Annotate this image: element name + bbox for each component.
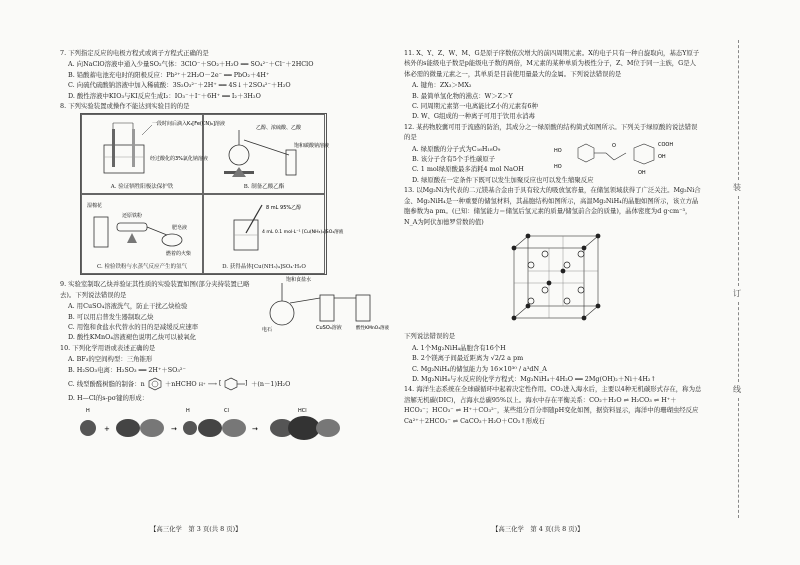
q10-option-a: A. BF₃的空间构型：三角锥形 [68,355,153,364]
q10-option-d: D. H—Cl的s-pσ键的形成： [68,394,149,403]
q12-option-b: B. 该分子含有5个手性碳原子 [412,155,496,164]
q13-c-fraction: 16×10³⁰ / a³dN_A [490,364,547,373]
apparatus-d-label-2: 4 mL 0.1 mol·L⁻¹ [Cu(NH₃)₄]SO₄溶液 [262,230,344,236]
apparatus-d-icon [204,195,344,265]
q13-option-a: A. 1个Mg₂NiH₄晶胞含有16个H [412,343,506,352]
q9-option-c: C. 用饱和食盐水代替水的目的是减缓反应速率 [68,323,199,332]
q7-option-d: D. 酸性溶液中KIO₃与KI反应生成I₂：IO₃⁻＋I⁻＋6H⁺ ══ I₂＋3H₂O [68,91,261,100]
q10-option-c [68,375,398,393]
binding-line-lower [738,302,739,382]
structure-label-ho-1: HO [554,147,562,154]
left-column [60,48,398,447]
question-11-stem: 11. X、Y、Z、W、M、G是原子序数依次增大的前四周期元素。X的电子只有一种自旋取向，基态Y原子核外的s能级电子数是p能级电子数的两倍，M元素的某种单质为极性分子，Z、M位于同一主族，G是人体必需的微量元素之一，其单质是目前使用量最大的金属。下列说法错误的是 [404,49,700,78]
phenol-ring-icon [147,376,163,392]
question-9-block [60,279,398,342]
q12-option-a: A. 绿原酸的分子式为C₁₆H₁₈O₉ [412,144,501,153]
question-14-stem: 14. 海洋生态系统在全球碳循环中起着决定性作用。CO₂进入海水后，主要以4种无机碳形式存在，称为总溶解无机碳(DIC)，占海水总碳95%以上。海水中存在平衡关系：CO₂＋H₂O ⇌ H₂CO₃ ⇌ H⁺＋HCO₃⁻；HCO₃⁻ ⇌ H⁺＋CO₃²⁻，某些组分百分率随pH变化如图，据资料显示，海洋中的珊瑚虫经反应Ca²⁺＋2HCO₃⁻ ⇌ CaCO₃＋H₂O＋CO₂↑形成石 [404,385,702,425]
acetylene-label-4: 酸性KMnO₄溶液 [356,326,390,332]
binding-line-mid [738,196,739,286]
acetylene-apparatus-icon [260,273,390,335]
q13-option-d: D. Mg₂NiH₄与水反应的化学方程式：Mg₂NiH₄＋4H₂O ══ 2Mg(OH)₂＋Ni＋4H₂↑ [412,374,656,383]
structure-label-oh-1: OH [658,153,666,160]
question-13-sub: 下列说法错误的是 [404,332,456,341]
question-9-stem: 9. 实验室制取乙炔并验证其性质的实验装置如图(部分夹持装置已略去)。下列说法错误的是 [60,280,250,299]
q11-option-d: D. W、G组成的一种离子可用于饮用水消毒 [412,112,535,121]
orbital-overlap-icon [76,404,356,444]
structure-label-cooh: COOH [658,141,674,148]
q13-option-c [412,364,702,374]
q13-c-text: C. Mg₂NiH₄的储氢能力为 [412,364,489,373]
left-page-footer: 【高三化学 第 3 页(共 8 页)】 [150,525,242,533]
reaction-arrow-icon: ⟶ [207,380,217,389]
orbital-label-cl: Cl [224,407,229,414]
apparatus-a-icon [82,115,226,185]
apparatus-a-label-2: 经过酸化的3%氯化钠溶液 [150,156,208,163]
apparatus-c-label-3: 肥皂液 [172,225,188,232]
question-7-stem: 7. 下列指定反应的电极方程式或离子方程式正确的是 [60,49,209,57]
apparatus-a-label-1: 一段时间后滴入K₃[Fe(CN)₆]溶液 [152,121,226,128]
experiment-d-caption: D. 获得晶体[Cu(NH₃)₄]SO₄·H₂O [222,264,306,271]
experiment-c-caption: C. 检验铁粉与水蒸气反应产生的氢气 [96,264,187,271]
right-page-footer: 【高三化学 第 4 页(共 8 页)】 [492,525,584,533]
acetylene-label-1: 饱和食盐水 [286,277,312,284]
q12-option-c: C. 1 mol绿原酸最多消耗4 mol NaOH [412,165,524,174]
q10-c-text: C. 线型酚醛树脂的制备：n [68,380,145,389]
question-12-options [404,141,702,186]
question-12-stem: 12. 某药物胶囊可用于流感的防治，其成分之一绿原酸的结构简式如图所示。下列关于绿原酸的说法错误的是 [404,122,698,142]
q7-option-c: C. 向硫代硫酸钠溶液中加入稀硫酸：3S₂O₃²⁻＋2H⁺ ══ 4S↓＋2SO₄²⁻＋H₂O [68,81,291,90]
phenolic-resin-icon [219,376,249,392]
apparatus-c-label-4: 燃着的火柴 [166,251,192,258]
question-13-stem: 13. 以Mg₂Ni为代表的二元镁基合金由于具有较大的吸放氢容量，在储氢领域获得了广泛关注。Mg₂Ni合金、Mg₂NiH₄是一种重要的储氢材料，其晶胞结构如图所示，高温Mg₂NiH₄的晶胞如图所示，该立方晶胞参数为a pm。(已知：储氢能力＝储氢后氢元素的质量/储氢前合金的质量)，晶体密度为d g·cm⁻³，N_A为阿伏加德罗常数的值) [404,186,701,226]
apparatus-b-label-1: 乙醇、浓硫酸、乙酸 [256,125,302,132]
crystal-cell-diagram-icon [494,228,614,328]
experiment-b-cell [203,114,330,194]
experiment-a-caption: A. 验证牺牲阳极法保护铁 [110,184,174,191]
question-8-stem: 8. 下列实验装置或操作不能达到实验目的的是 [60,102,190,111]
q10-option-b: B. H₂SO₃电离：H₂SO₃ ══ 2H⁺＋SO₃²⁻ [68,365,186,374]
svg-text:H: H [186,407,190,414]
svg-text:[: [ [218,380,222,388]
acetylene-label-3: CuSO₄溶液 [316,325,342,332]
q11-option-a: A. 键角：ZX₃＞MX₂ [412,81,472,90]
svg-text:→: → [252,424,258,433]
svg-text:+: + [104,424,110,433]
apparatus-b-label-2: 饱和碳酸钠溶液 [294,143,330,150]
apparatus-d-label-1: 8 mL 95%乙醇 [266,205,302,212]
right-column [404,48,702,427]
orbital-label-hcl: HCl [298,407,307,414]
svg-text:]: ] [244,380,248,388]
apparatus-c-label-1: 湿棉花 [87,203,103,210]
binding-mark-3: 线 [733,385,741,394]
q9-option-a: A. 用CuSO₄溶液洗气，防止干扰乙炔检验 [68,302,188,311]
experiment-a-cell [81,114,226,194]
experiment-b-caption: B. 制备乙酸乙酯 [243,184,285,191]
binding-mark-2: 订 [733,289,741,298]
chlorogenic-acid-structure-icon [554,138,694,180]
q11-option-b: B. 最简单氢化物的沸点：W＞Z＞Y [412,91,513,100]
experiment-figure-grid [80,113,344,275]
q10-c-condition: H⁺ [198,382,206,389]
q9-option-d: D. 酸性KMnO₄溶液褪色说明乙炔可以被氧化 [68,333,197,342]
binding-mark-1: 装 [733,183,741,192]
q11-option-c: C. 同周期元素第一电离能比Z小的元素有6种 [412,102,538,111]
question-10-stem: 10. 下列化学用语或表述正确的是 [60,343,156,352]
structure-label-o: O [612,142,616,149]
q10-c-text-2: ＋nHCHO [164,380,197,389]
structure-label-oh-2: OH [638,169,646,176]
experiment-c-cell [81,194,203,274]
svg-text:→: → [171,424,177,433]
q13-option-b: B. 2个镁离子间最近距离为 √2/2 a pm [412,354,524,363]
structure-label-ho-2: HO [554,163,562,170]
q9-option-b: B. 可以用启普发生器制取乙炔 [68,312,154,321]
q7-option-b: B. 铅酸蓄电池充电时的阳极反应：Pb²⁺＋2H₂O－2e⁻ ══ PbO₂＋4H⁺ [68,70,270,79]
binding-line-top [738,40,739,180]
acetylene-label-2: 电石 [262,327,273,334]
q10-c-text-3: ＋(n－1)H₂O [251,380,291,389]
experiment-d-cell [203,194,344,274]
q7-option-a: A. 向NaClO溶液中通入少量SO₂气体：3ClO⁻＋SO₂＋H₂O ══ SO₄²⁻＋Cl⁻＋2HClO [68,60,314,69]
binding-line-bottom [738,398,739,518]
apparatus-c-icon [82,195,204,265]
apparatus-c-label-2: 还原铁粉 [122,213,143,220]
orbital-label-h: H [86,407,90,414]
q12-option-d: D. 绿原酸在一定条件下既可以发生加聚反应也可以发生缩聚反应 [412,175,594,184]
apparatus-b-icon [204,115,330,185]
